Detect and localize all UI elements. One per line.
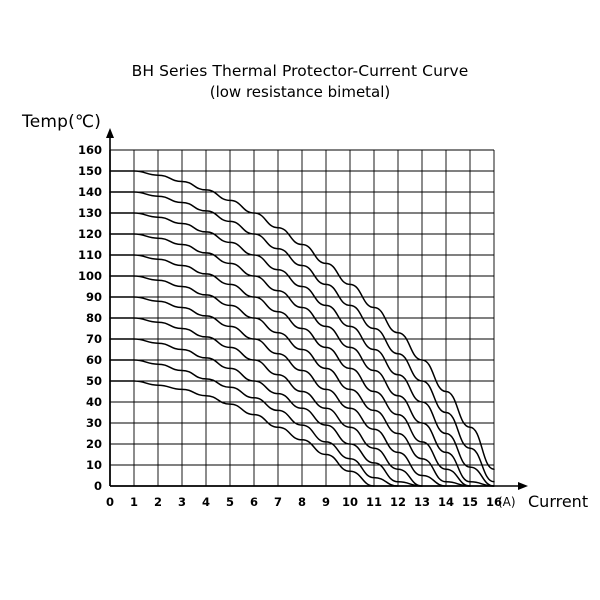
x-tick-label: 2: [153, 495, 162, 509]
x-tick-label: 14: [437, 495, 454, 509]
y-tick-label: 90: [85, 290, 102, 304]
y-tick-label: 60: [85, 353, 102, 367]
y-axis-label: Temp(℃): [22, 112, 102, 132]
x-tick-label: 0: [105, 495, 114, 509]
x-axis-arrow: [518, 482, 528, 490]
y-tick-label: 70: [85, 332, 102, 346]
chart-title: BH Series Thermal Protector-Current Curve: [131, 62, 469, 80]
y-tick-label: 150: [77, 164, 102, 178]
data-curve: [110, 255, 470, 486]
y-tick-label: 20: [85, 437, 102, 451]
y-tick-label: 50: [85, 374, 102, 388]
x-tick-label: 15: [461, 495, 478, 509]
data-curve: [110, 339, 422, 486]
y-tick-label: 140: [77, 185, 102, 199]
y-tick-label: 120: [77, 227, 102, 241]
x-tick-label: 11: [365, 495, 382, 509]
x-tick-label: 9: [321, 495, 330, 509]
y-tick-label: 0: [93, 479, 102, 493]
y-tick-label: 30: [85, 416, 102, 430]
y-tick-label: 100: [77, 269, 102, 283]
x-tick-label: 4: [201, 495, 210, 509]
x-tick-label: 1: [129, 495, 138, 509]
y-tick-label: 80: [85, 311, 102, 325]
x-tick-label: 3: [177, 495, 186, 509]
y-tick-label: 160: [77, 143, 102, 157]
x-tick-label: 16: [485, 495, 502, 509]
y-axis-arrow: [106, 128, 114, 138]
x-tick-label: 5: [225, 495, 234, 509]
x-axis-label: Current: [528, 492, 589, 511]
y-tick-label: 110: [77, 248, 102, 262]
y-tick-label: 130: [77, 206, 102, 220]
y-tick-label: 40: [85, 395, 102, 409]
x-tick-label: 12: [389, 495, 406, 509]
x-tick-label: 8: [297, 495, 306, 509]
x-tick-label: 13: [413, 495, 430, 509]
y-tick-label: 10: [85, 458, 102, 472]
x-axis-unit: (A): [498, 495, 516, 509]
x-tick-label: 10: [341, 495, 358, 509]
data-curve: [110, 381, 374, 486]
x-tick-label: 7: [273, 495, 282, 509]
chart-subtitle: (low resistance bimetal): [209, 83, 391, 102]
x-tick-label: 6: [249, 495, 258, 509]
